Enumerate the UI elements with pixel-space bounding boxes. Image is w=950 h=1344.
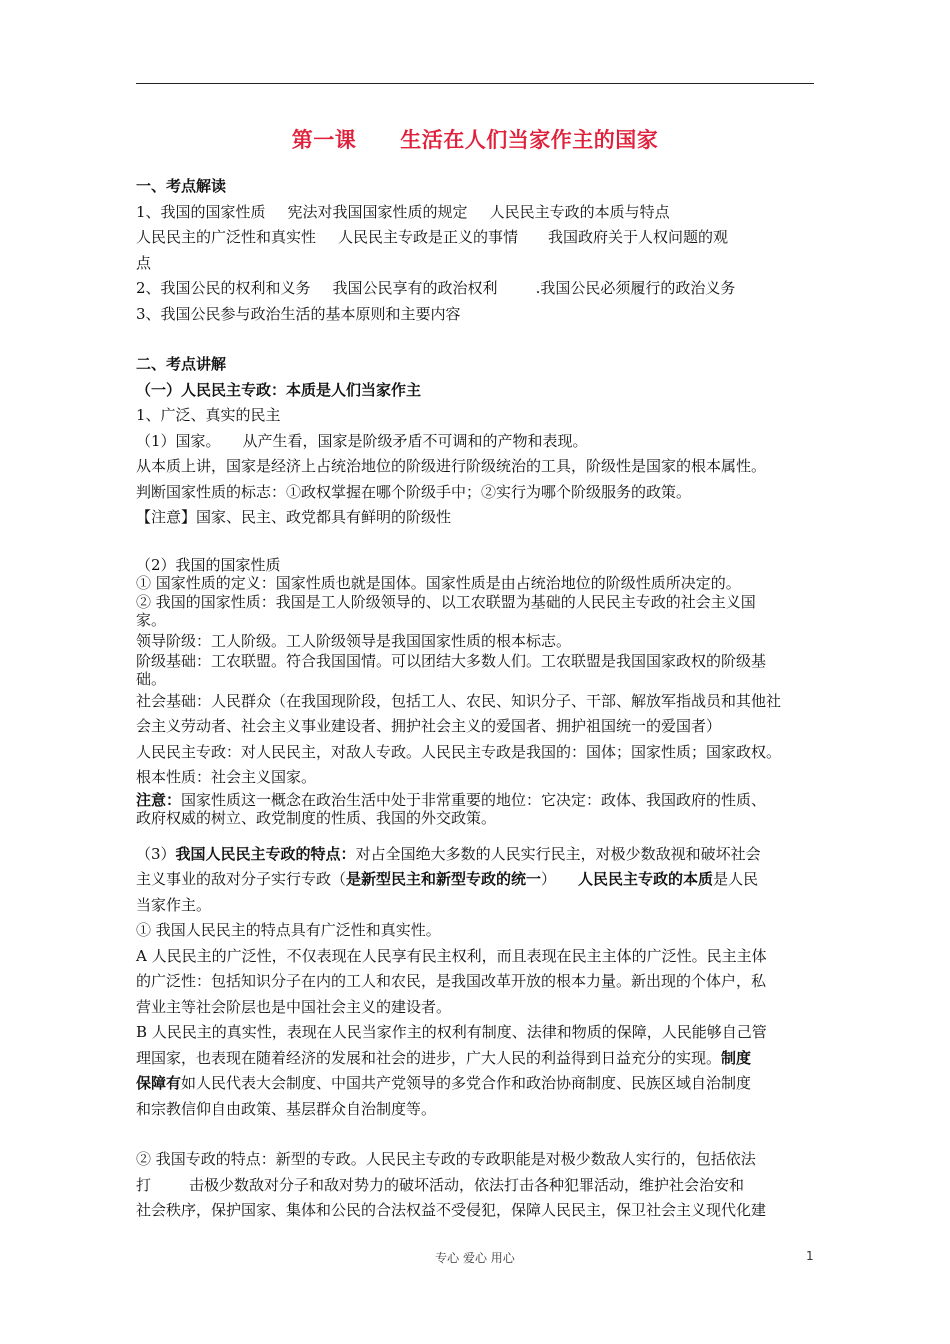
paragraph-line: 当家作主。 [136,895,212,914]
paragraph-line: （2）我国的国家性质 [136,555,281,574]
outline-line: 人民民主的广泛性和真实性 人民民主专政是正义的事情 我国政府关于人权问题的观 [136,228,729,246]
section-heading-1: 一、考点解读 [136,177,227,195]
paragraph-line: 阶级基础：工农联盟。符合我国国情。可以团结大多数人们。工农联盟是我国国家政权的阶级基 [136,651,767,670]
paragraph-line: 保障有如人民代表大会制度、中国共产党领导的多党合作和政治协商制度、民族区域自治制度 [136,1074,752,1092]
paragraph-line: ① 我国人民民主的特点具有广泛性和真实性。 [136,921,441,939]
paragraph-line: （3）我国人民民主专政的特点：对占全国绝大多数的人民实行民主，对极少数敌视和破坏社会 [136,844,761,863]
paragraph-line: 主义事业的敌对分子实行专政（是新型民主和新型专政的统一） 人民民主专政的本质是人民 [136,870,759,888]
paragraph-line: 人民民主专政：对人民民主，对敌人专政。人民民主专政是我国的：国体；国家性质；国家政权。 [136,742,782,761]
paragraph-line: 和宗教信仰自由政策、基层群众自治制度等。 [136,1099,437,1118]
outline-line: 1、我国的国家性质 宪法对我国国家性质的规定 人民民主专政的本质与特点 [136,202,670,221]
paragraph-line: 理国家，也表现在随着经济的发展和社会的进步，广大人民的利益得到日益充分的实现。制度 [136,1048,752,1067]
paragraph-line: 领导阶级：工人阶级。工人阶级领导是我国国家性质的根本标志。 [136,631,572,650]
paragraph-line: （1）国家。 从产生看，国家是阶级矛盾不可调和的产物和表现。 [136,431,588,450]
paragraph-line: ② 我国的国家性质：我国是工人阶级领导的、以工农联盟为基础的人民民主专政的社会主义国 [136,592,756,611]
paragraph-line: ② 我国专政的特点：新型的专政。人民民主专政的专政职能是对极少数敌人实行的，包括依法 [136,1150,756,1168]
paragraph-line: 1、广泛、真实的民主 [136,406,281,424]
section-heading-2: 二、考点讲解 [136,355,227,373]
page-title [136,124,814,154]
title-lesson: 第一课 [291,127,357,152]
note-line: 政府权威的树立、政党制度的性质、我国的外交政策。 [136,809,497,827]
paragraph-line: 社会秩序，保护国家、集体和公民的合法权益不受侵犯，保障人民民主，保卫社会主义现代化建 [136,1201,767,1219]
paragraph-line: 家。 [136,611,167,629]
paragraph-line: 营业主等社会阶层也是中国社会主义的建设者。 [136,997,452,1016]
document-body [136,174,816,1224]
paragraph-line: 会主义劳动者、社会主义事业建设者、拥护社会主义的爱国者、拥护祖国统一的爱国者） [136,717,722,735]
paragraph-line: 的广泛性：包括知识分子在内的工人和农民，是我国改革开放的根本力量。新出现的个体户，私 [136,972,767,990]
paragraph-line: A 人民民主的广泛性，不仅表现在人民享有民主权利，而且表现在民主主体的广泛性。民主主体 [136,946,767,965]
header-rule [136,83,814,84]
paragraph-line: 打 击极少数敌对分子和敌对势力的破坏活动，依法打击各种犯罪活动，维护社会治安和 [136,1175,745,1194]
outline-line: 点 [136,253,152,272]
paragraph-line: 础。 [136,670,167,688]
note-line: 注意：国家性质这一概念在政治生活中处于非常重要的地位：它决定：政体、我国政府的性质、 [136,790,767,809]
page-footer: 专心 爱心 用心 [435,1251,515,1265]
paragraph-line: ① 国家性质的定义：国家性质也就是国体。国家性质是由占统治地位的阶级性质所决定的。 [136,574,741,592]
title-text: 生活在人们当家作主的国家 [400,127,659,152]
paragraph-line: 社会基础：人民群众（在我国现阶段，包括工人、农民、知识分子、干部、解放军指战员和其他社 [136,691,782,710]
outline-line: 2、我国公民的权利和义务 我国公民享有的政治权利 .我国公民必须履行的政治义务 [136,279,736,297]
paragraph-line: 判断国家性质的标志：①政权掌握在哪个阶级手中；②实行为哪个阶级服务的政策。 [136,482,692,501]
page-number: 1 [806,1249,814,1263]
paragraph-line: 从本质上讲，国家是经济上占统治地位的阶级进行阶级统治的工具，阶级性是国家的根本属性。 [136,457,767,475]
outline-line: 3、我国公民参与政治生活的基本原则和主要内容 [136,304,461,323]
paragraph-line: B 人民民主的真实性，表现在人民当家作主的权利有制度、法律和物质的保障，人民能够自己管 [136,1023,767,1041]
paragraph-line: 【注意】国家、民主、政党都具有鲜明的阶级性 [136,508,452,526]
paragraph-line: 根本性质：社会主义国家。 [136,768,317,786]
subsection-heading: （一）人民民主专政：本质是人们当家作主 [136,380,422,399]
